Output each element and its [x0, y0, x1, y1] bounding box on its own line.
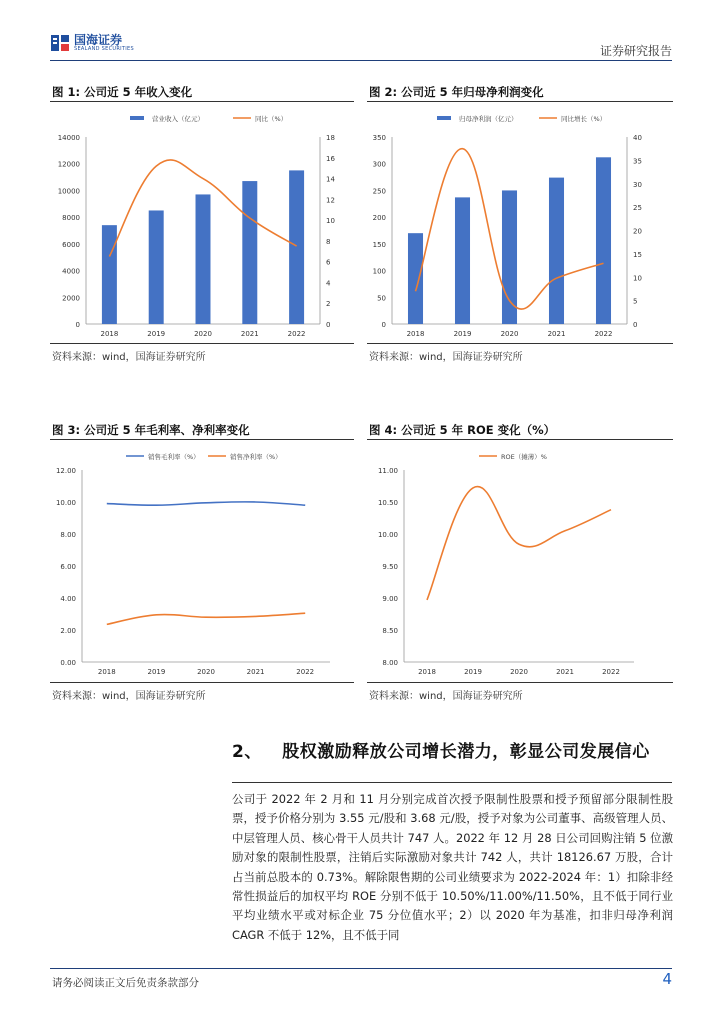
y2-tick-label: 25 — [633, 204, 642, 213]
y-tick-label: 10000 — [57, 187, 80, 196]
y2-tick-label: 0 — [326, 321, 331, 329]
y-tick-label: 9.50 — [382, 563, 398, 571]
figure-1-title: 图 1: 公司近 5 年收入变化 — [52, 85, 193, 99]
y-tick-label: 0 — [75, 321, 80, 329]
legend-label: 同比（%） — [255, 115, 288, 123]
y-tick-label: 150 — [372, 240, 386, 249]
y-tick-label: 11.00 — [377, 467, 398, 475]
x-tick-label: 2019 — [464, 668, 482, 676]
x-tick-label: 2021 — [246, 668, 265, 676]
x-tick-label: 2020 — [197, 668, 215, 676]
x-tick-label: 2022 — [602, 668, 620, 676]
logo-en-text: SEALAND SECURITIES — [74, 46, 134, 52]
y-tick-label: 12.00 — [55, 467, 76, 475]
y2-tick-label: 0 — [633, 321, 638, 329]
legend-swatch — [130, 116, 144, 120]
figure-2-bottom-rule — [367, 343, 673, 344]
bar — [502, 190, 517, 324]
bar — [196, 194, 211, 324]
y-tick-label: 6000 — [62, 240, 80, 249]
figure-4-source: 资料来源：wind，国海证券研究所 — [369, 691, 523, 702]
figure-3-bottom-rule — [50, 682, 354, 683]
x-tick-label: 2020 — [194, 330, 212, 338]
figure-1-bottom-rule — [50, 343, 354, 344]
section-body: 公司于 2022 年 2 月和 11 月分别完成首次授予限制性股票和授予预留部分限制性股票，授予价格分别为 3.55 元/股和 3.68 元/股，授予对象为公司董事、高级管理人员、中层管理人员、核心骨干人员共计 747 人。2022 年 12 月 28 日公司回购注销 5 位激励对象的限制性股票，注销后实际激励对象共计 742 人，共计 18126.67 万股，合计占当前总股本的 0.73%。解除限售期的公司业绩要求为 2022-2024 年：1）扣除非经常性损益后的加权平均 ROE 分别不低于 10.50%/11.00%/11.50%，且不低于同行业平均业绩水平或对标企业 75 分位值水平；2）以 2020 年为基准，扣非归母净利润 CAGR 不低于 12%，且不低于同 — [232, 792, 673, 942]
y-tick-label: 9.00 — [382, 595, 398, 603]
y-tick-label: 4.00 — [60, 595, 76, 603]
x-tick-label: 2021 — [556, 668, 574, 676]
chart-roe — [367, 440, 673, 680]
y2-tick-label: 8 — [326, 237, 331, 246]
y2-tick-label: 20 — [633, 227, 642, 236]
x-tick-label: 2022 — [594, 330, 613, 338]
legend-label: 销售毛利率（%） — [148, 453, 200, 461]
y-tick-label: 6.00 — [60, 563, 76, 571]
y-tick-label: 8000 — [62, 214, 80, 223]
y-tick-label: 350 — [372, 134, 386, 142]
y2-tick-label: 35 — [633, 157, 642, 166]
x-tick-label: 2019 — [147, 668, 166, 676]
x-tick-label: 2019 — [453, 330, 472, 338]
bar — [549, 178, 564, 324]
y-tick-label: 8.00 — [382, 659, 398, 667]
section-title: 股权激励释放公司增长潜力，彰显公司发展信心 — [282, 742, 650, 762]
legend-label: 归母净利润（亿元） — [459, 115, 518, 123]
x-tick-label: 2018 — [100, 330, 119, 338]
chart-margins — [50, 440, 354, 680]
y-tick-label: 10.00 — [55, 499, 76, 507]
y2-tick-label: 15 — [633, 250, 642, 259]
header-rule — [50, 60, 672, 61]
logo-cn-text: 国海证券 — [74, 33, 123, 47]
y2-tick-label: 10 — [326, 217, 335, 226]
y-tick-label: 50 — [377, 294, 386, 303]
figure-1-source: 资料来源：wind，国海证券研究所 — [52, 352, 206, 363]
y-tick-label: 14000 — [57, 134, 80, 142]
bar — [289, 170, 304, 324]
y-tick-label: 4000 — [62, 267, 80, 276]
legend-label: 营业收入（亿元） — [152, 115, 204, 123]
x-tick-label: 2020 — [500, 330, 519, 338]
chart-net-profit — [367, 102, 673, 342]
company-logo — [50, 32, 134, 54]
y2-tick-label: 10 — [633, 274, 642, 283]
section-heading — [232, 737, 650, 762]
report-type: 证券研究报告 — [599, 44, 672, 58]
x-tick-label: 2018 — [406, 330, 425, 338]
y2-tick-label: 2 — [326, 300, 331, 309]
y-tick-label: 10.50 — [377, 499, 398, 507]
legend-swatch — [437, 116, 451, 120]
y-tick-label: 200 — [372, 214, 386, 223]
y2-tick-label: 16 — [326, 154, 335, 163]
x-tick-label: 2022 — [287, 330, 306, 338]
chart-revenue — [50, 102, 354, 342]
figure-3-title: 图 3: 公司近 5 年毛利率、净利率变化 — [52, 423, 250, 437]
y2-tick-label: 18 — [326, 134, 335, 142]
y2-tick-label: 30 — [633, 180, 642, 189]
y-tick-label: 2000 — [62, 294, 80, 303]
figure-2-title: 图 2: 公司近 5 年归母净利润变化 — [369, 85, 544, 99]
footer-disclaimer: 请务必阅读正文后免责条款部分 — [52, 977, 199, 989]
y-tick-label: 250 — [372, 187, 386, 196]
y2-tick-label: 40 — [633, 134, 642, 142]
series-line — [427, 487, 611, 600]
x-tick-label: 2021 — [547, 330, 566, 338]
x-tick-label: 2021 — [240, 330, 259, 338]
bar — [102, 225, 117, 324]
bar — [596, 157, 611, 324]
figure-2-source: 资料来源：wind，国海证券研究所 — [369, 352, 523, 363]
bar — [408, 233, 423, 324]
y-tick-label: 10.00 — [377, 531, 398, 539]
y-tick-label: 8.50 — [382, 627, 398, 635]
y-tick-label: 2.00 — [60, 627, 76, 635]
y-tick-label: 100 — [372, 267, 386, 276]
y-tick-label: 12000 — [57, 160, 80, 169]
x-tick-label: 2022 — [296, 668, 315, 676]
y-tick-label: 0.00 — [60, 659, 76, 667]
y-tick-label: 8.00 — [60, 531, 76, 539]
bar — [149, 210, 164, 324]
x-tick-label: 2018 — [97, 668, 116, 676]
bar — [242, 181, 257, 324]
legend-label: ROE（摊薄）% — [501, 453, 547, 461]
x-tick-label: 2019 — [147, 330, 166, 338]
section-number: 2、 — [232, 742, 262, 762]
series-line — [107, 613, 305, 624]
figure-3-source: 资料来源：wind，国海证券研究所 — [52, 691, 206, 702]
footer-rule — [50, 968, 672, 969]
figure-4-title: 图 4: 公司近 5 年 ROE 变化（%） — [369, 423, 556, 437]
y2-tick-label: 5 — [633, 297, 638, 306]
legend-label: 销售净利率（%） — [230, 453, 282, 461]
y-tick-label: 300 — [372, 160, 386, 169]
section-rule — [232, 782, 672, 783]
logo-mark-icon — [50, 33, 70, 53]
bar — [455, 197, 470, 324]
x-tick-label: 2020 — [510, 668, 528, 676]
y2-tick-label: 4 — [326, 279, 331, 288]
legend-label: 同比增长（%） — [561, 115, 607, 123]
y2-tick-label: 6 — [326, 258, 331, 267]
y2-tick-label: 14 — [326, 175, 335, 184]
page-number: 4 — [662, 970, 672, 988]
y-tick-label: 0 — [381, 321, 386, 329]
figure-4-bottom-rule — [367, 682, 673, 683]
x-tick-label: 2018 — [418, 668, 436, 676]
series-line — [107, 502, 305, 505]
y2-tick-label: 12 — [326, 196, 335, 205]
